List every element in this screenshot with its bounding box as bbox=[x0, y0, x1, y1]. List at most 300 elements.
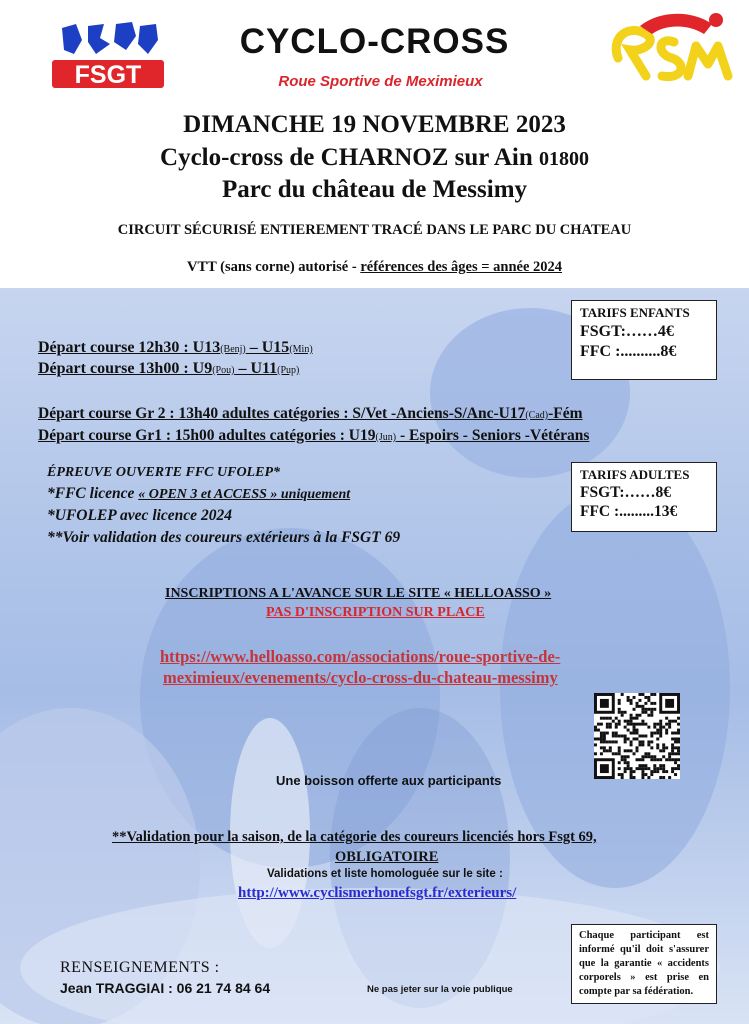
qr-module bbox=[618, 773, 621, 776]
qr-module bbox=[668, 776, 671, 779]
qr-module bbox=[627, 737, 630, 740]
event-postcode: 01800 bbox=[538, 148, 589, 170]
qr-module bbox=[659, 723, 662, 726]
tarifs-enfants-box bbox=[571, 300, 717, 380]
validation-line2: OBLIGATOIRE bbox=[335, 849, 439, 865]
qr-module bbox=[668, 720, 671, 723]
qr-module bbox=[618, 752, 621, 755]
qr-module bbox=[636, 705, 639, 708]
qr-module bbox=[653, 758, 656, 761]
qr-module bbox=[659, 729, 662, 732]
qr-module bbox=[653, 764, 656, 767]
qr-module bbox=[641, 708, 644, 711]
qr-module bbox=[612, 740, 615, 743]
depart-4 bbox=[38, 427, 589, 445]
vtt-info bbox=[0, 259, 749, 276]
qr-module bbox=[668, 723, 671, 726]
qr-module bbox=[618, 746, 621, 749]
depart-2-text2: – U11 bbox=[234, 360, 278, 377]
qr-module bbox=[609, 746, 612, 749]
depart-1-cat1: (Benj) bbox=[220, 344, 246, 355]
notice-box bbox=[571, 924, 717, 1004]
qr-module bbox=[621, 714, 624, 717]
qr-module bbox=[624, 767, 627, 770]
qr-module bbox=[665, 770, 668, 773]
qr-module bbox=[671, 737, 674, 740]
qr-module bbox=[647, 696, 650, 699]
tarifs-adultes-title: TARIFS ADULTES bbox=[580, 467, 690, 482]
qr-module bbox=[638, 693, 641, 696]
qr-module bbox=[662, 767, 665, 770]
event-place bbox=[0, 144, 749, 172]
qr-module bbox=[641, 773, 644, 776]
qr-module bbox=[624, 737, 627, 740]
qr-module bbox=[650, 746, 653, 749]
qr-module bbox=[641, 770, 644, 773]
qr-module bbox=[627, 767, 630, 770]
qr-module bbox=[677, 749, 680, 752]
fsgt-logo-text: FSGT bbox=[74, 61, 142, 89]
qr-module bbox=[600, 746, 603, 749]
depart-1 bbox=[38, 339, 313, 357]
qr-module bbox=[609, 726, 612, 729]
qr-module bbox=[647, 699, 650, 702]
qr-module bbox=[674, 758, 677, 761]
qr-module bbox=[636, 714, 639, 717]
qr-module bbox=[641, 720, 644, 723]
boisson-info: Une boisson offerte aux participants bbox=[276, 773, 502, 788]
qr-module bbox=[594, 729, 597, 732]
qr-module bbox=[606, 732, 609, 735]
depart-4-cat: (Jun) bbox=[375, 432, 397, 443]
qr-module bbox=[656, 770, 659, 773]
qr-module bbox=[612, 732, 615, 735]
qr-finder bbox=[600, 699, 609, 708]
depart-2-cat2: (Pup) bbox=[277, 365, 300, 376]
qr-module bbox=[650, 735, 653, 738]
qr-module bbox=[618, 720, 621, 723]
helloasso-link-1[interactable]: https://www.helloasso.com/associations/roue-sportive-de- bbox=[160, 647, 561, 666]
qr-module bbox=[671, 732, 674, 735]
qr-module bbox=[618, 708, 621, 711]
epreuve-line1: ÉPREUVE OUVERTE FFC UFOLEP* bbox=[47, 465, 280, 480]
qr-module bbox=[641, 693, 644, 696]
qr-module bbox=[624, 770, 627, 773]
qr-module bbox=[618, 702, 621, 705]
qr-module bbox=[636, 732, 639, 735]
qr-module bbox=[641, 705, 644, 708]
qr-module bbox=[603, 746, 606, 749]
qr-module bbox=[674, 720, 677, 723]
depart-1-text2: – U15 bbox=[245, 339, 290, 356]
qr-module bbox=[644, 752, 647, 755]
tarifs-adultes-fsgt: FSGT:……8€ bbox=[580, 484, 671, 501]
qr-module bbox=[647, 714, 650, 717]
qr-module bbox=[600, 737, 603, 740]
inscriptions-line1: INSCRIPTIONS A L'AVANCE SUR LE SITE « HELLOASSO » bbox=[165, 586, 552, 601]
depart-3-text: Départ course Gr 2 : 13h40 adultes catégories : S/Vet -Anciens-S/Anc-U17 bbox=[38, 405, 526, 422]
qr-module bbox=[630, 749, 633, 752]
qr-module bbox=[677, 758, 680, 761]
qr-module bbox=[644, 735, 647, 738]
qr-module bbox=[662, 726, 665, 729]
qr-module bbox=[656, 746, 659, 749]
qr-module bbox=[600, 735, 603, 738]
qr-module bbox=[600, 752, 603, 755]
qr-module bbox=[638, 699, 641, 702]
depart-1-text: Départ course 12h30 : U13 bbox=[38, 339, 221, 356]
qr-module bbox=[633, 752, 636, 755]
notice-text: Chaque participant est informé qu'il doit s'assurer que la garantie « accidents corporels » est prise en compte par sa fédération. bbox=[579, 930, 709, 997]
qr-module bbox=[630, 720, 633, 723]
qr-module bbox=[624, 758, 627, 761]
depart-1-cat2: (Min) bbox=[289, 344, 313, 355]
qr-module bbox=[644, 755, 647, 758]
qr-module bbox=[624, 749, 627, 752]
qr-module bbox=[606, 723, 609, 726]
qr-module bbox=[662, 770, 665, 773]
event-park: Parc du château de Messimy bbox=[221, 176, 528, 203]
qr-module bbox=[668, 755, 671, 758]
qr-module bbox=[650, 711, 653, 714]
qr-module bbox=[630, 717, 633, 720]
qr-module bbox=[621, 735, 624, 738]
qr-module bbox=[594, 743, 597, 746]
event-place-main: Cyclo-cross de CHARNOZ sur Ain bbox=[160, 144, 533, 171]
qr-module bbox=[641, 740, 644, 743]
qr-module bbox=[612, 735, 615, 738]
qr-module bbox=[618, 735, 621, 738]
qr-module bbox=[656, 732, 659, 735]
qr-module bbox=[665, 717, 668, 720]
qr-module bbox=[662, 743, 665, 746]
qr-module bbox=[641, 743, 644, 746]
qr-module bbox=[641, 776, 644, 779]
qr-module bbox=[677, 717, 680, 720]
qr-module bbox=[665, 729, 668, 732]
qr-module bbox=[621, 758, 624, 761]
qr-module bbox=[624, 740, 627, 743]
qr-module bbox=[633, 732, 636, 735]
qr-module bbox=[633, 708, 636, 711]
qr-module bbox=[636, 717, 639, 720]
qr-module bbox=[647, 755, 650, 758]
qr-module bbox=[624, 711, 627, 714]
qr-module bbox=[638, 743, 641, 746]
qr-module bbox=[597, 729, 600, 732]
qr-module bbox=[653, 767, 656, 770]
qr-module bbox=[615, 732, 618, 735]
qr-module bbox=[674, 737, 677, 740]
epreuve-line3: *UFOLEP avec licence 2024 bbox=[47, 507, 232, 524]
qr-module bbox=[677, 740, 680, 743]
qr-module bbox=[668, 752, 671, 755]
qr-module bbox=[627, 749, 630, 752]
qr-module bbox=[630, 732, 633, 735]
qr-module bbox=[647, 776, 650, 779]
qr-module bbox=[630, 699, 633, 702]
tarifs-adultes-box bbox=[571, 462, 717, 532]
qr-module bbox=[627, 764, 630, 767]
club-subtitle: Roue Sportive de Meximieux bbox=[278, 73, 483, 90]
qr-module bbox=[650, 702, 653, 705]
qr-module bbox=[615, 752, 618, 755]
qr-module bbox=[636, 758, 639, 761]
qr-module bbox=[659, 758, 662, 761]
qr-module bbox=[653, 755, 656, 758]
qr-module bbox=[668, 726, 671, 729]
qr-module bbox=[662, 746, 665, 749]
qr-module bbox=[609, 717, 612, 720]
helloasso-link-2[interactable]: meximieux/evenements/cyclo-cross-du-chateau-messimy bbox=[163, 668, 558, 687]
depart-3-cat: (Cad) bbox=[525, 410, 549, 421]
qr-module bbox=[603, 732, 606, 735]
qr-module bbox=[630, 740, 633, 743]
qr-module bbox=[621, 711, 624, 714]
qr-module bbox=[641, 767, 644, 770]
qr-module bbox=[674, 761, 677, 764]
qr-module bbox=[647, 767, 650, 770]
contact-person: Jean TRAGGIAI : 06 21 74 84 64 bbox=[60, 980, 271, 996]
qr-module bbox=[644, 708, 647, 711]
qr-module bbox=[647, 726, 650, 729]
qr-module bbox=[674, 773, 677, 776]
qr-module bbox=[630, 743, 633, 746]
epreuve-line2-b: « OPEN 3 et ACCESS » uniquement bbox=[138, 487, 351, 502]
qr-module bbox=[677, 737, 680, 740]
qr-module bbox=[624, 726, 627, 729]
ages-ref: références des âges = année 2024 bbox=[360, 259, 563, 275]
qr-module bbox=[662, 755, 665, 758]
depart-3-text2: -Fém bbox=[548, 405, 583, 422]
qr-module bbox=[630, 702, 633, 705]
qr-module bbox=[671, 743, 674, 746]
epreuve-line4: **Voir validation des coureurs extérieurs à la FSGT 69 bbox=[47, 529, 401, 546]
qr-module bbox=[650, 758, 653, 761]
qr-module bbox=[671, 758, 674, 761]
qr-module bbox=[641, 735, 644, 738]
qr-module bbox=[618, 711, 621, 714]
qr-module bbox=[665, 732, 668, 735]
qr-module bbox=[618, 761, 621, 764]
qr-module bbox=[633, 776, 636, 779]
qr-module bbox=[636, 723, 639, 726]
tarifs-enfants-ffc: FFC :..........8€ bbox=[580, 343, 677, 360]
qr-module bbox=[627, 699, 630, 702]
validation-line1: **Validation pour la saison, de la catégorie des coureurs licenciés hors Fsgt 69, bbox=[112, 829, 597, 845]
qr-module bbox=[615, 735, 618, 738]
qr-module bbox=[627, 723, 630, 726]
qr-module bbox=[638, 740, 641, 743]
qr-module bbox=[606, 717, 609, 720]
qr-module bbox=[630, 773, 633, 776]
qr-module bbox=[609, 740, 612, 743]
qr-module bbox=[627, 720, 630, 723]
qr-finder bbox=[600, 764, 609, 773]
qr-module bbox=[638, 735, 641, 738]
qr-module bbox=[650, 770, 653, 773]
qr-module bbox=[633, 696, 636, 699]
qr-module bbox=[621, 776, 624, 779]
qr-module bbox=[644, 764, 647, 767]
qr-module bbox=[624, 761, 627, 764]
qr-module bbox=[641, 723, 644, 726]
qr-module bbox=[653, 732, 656, 735]
qr-code bbox=[594, 693, 680, 779]
qr-module bbox=[594, 752, 597, 755]
qr-module bbox=[677, 764, 680, 767]
qr-module bbox=[647, 708, 650, 711]
qr-module bbox=[650, 740, 653, 743]
qr-module bbox=[674, 767, 677, 770]
qr-module bbox=[630, 714, 633, 717]
qr-module bbox=[603, 740, 606, 743]
qr-module bbox=[618, 749, 621, 752]
qr-module bbox=[594, 737, 597, 740]
qr-module bbox=[644, 773, 647, 776]
qr-module bbox=[650, 732, 653, 735]
qr-module bbox=[606, 740, 609, 743]
qr-module bbox=[630, 723, 633, 726]
qr-module bbox=[600, 740, 603, 743]
qr-module bbox=[644, 723, 647, 726]
qr-module bbox=[644, 696, 647, 699]
qr-module bbox=[627, 696, 630, 699]
qr-module bbox=[638, 714, 641, 717]
qr-module bbox=[636, 729, 639, 732]
qr-module bbox=[600, 717, 603, 720]
qr-module bbox=[621, 773, 624, 776]
voie-publique-note: Ne pas jeter sur la voie publique bbox=[367, 984, 513, 995]
qr-module bbox=[630, 776, 633, 779]
qr-module bbox=[671, 770, 674, 773]
qr-module bbox=[603, 749, 606, 752]
qr-module bbox=[650, 708, 653, 711]
qr-module bbox=[638, 758, 641, 761]
qr-module bbox=[641, 755, 644, 758]
qr-module bbox=[609, 749, 612, 752]
event-date: DIMANCHE 19 NOVEMBRE 2023 bbox=[183, 111, 566, 138]
qr-module bbox=[594, 726, 597, 729]
qr-finder bbox=[665, 699, 674, 708]
qr-module bbox=[659, 720, 662, 723]
qr-module bbox=[677, 723, 680, 726]
qr-module bbox=[627, 729, 630, 732]
qr-module bbox=[659, 749, 662, 752]
qr-module bbox=[662, 764, 665, 767]
qr-module bbox=[633, 729, 636, 732]
qr-module bbox=[630, 770, 633, 773]
qr-module bbox=[644, 702, 647, 705]
qr-module bbox=[659, 726, 662, 729]
qr-module bbox=[671, 767, 674, 770]
qr-module bbox=[597, 737, 600, 740]
qr-module bbox=[653, 708, 656, 711]
qr-module bbox=[653, 726, 656, 729]
qr-module bbox=[653, 693, 656, 696]
epreuve-line2 bbox=[47, 485, 350, 503]
qr-module bbox=[603, 737, 606, 740]
qr-module bbox=[674, 732, 677, 735]
qr-module bbox=[677, 746, 680, 749]
qr-module bbox=[671, 720, 674, 723]
qr-module bbox=[659, 776, 662, 779]
depart-3 bbox=[38, 405, 583, 423]
qr-module bbox=[677, 732, 680, 735]
depart-2-cat1: (Pou) bbox=[212, 365, 235, 376]
qr-module bbox=[606, 726, 609, 729]
qr-module bbox=[638, 767, 641, 770]
qr-module bbox=[621, 755, 624, 758]
qr-module bbox=[644, 711, 647, 714]
qr-module bbox=[615, 717, 618, 720]
qr-module bbox=[641, 758, 644, 761]
qr-module bbox=[665, 746, 668, 749]
qr-module bbox=[633, 737, 636, 740]
qr-module bbox=[656, 767, 659, 770]
qr-module bbox=[615, 723, 618, 726]
qr-module bbox=[653, 702, 656, 705]
depart-4-text2: - Espoirs - Seniors -Vétérans bbox=[396, 427, 590, 444]
qr-module bbox=[612, 720, 615, 723]
qr-module bbox=[644, 767, 647, 770]
qr-module bbox=[618, 723, 621, 726]
circuit-info: CIRCUIT SÉCURISÉ ENTIEREMENT TRACÉ DANS LE PARC DU CHATEAU bbox=[117, 222, 632, 238]
qr-module bbox=[659, 735, 662, 738]
qr-module bbox=[665, 723, 668, 726]
depart-2 bbox=[38, 360, 299, 378]
inscriptions-line2: PAS D'INSCRIPTION SUR PLACE bbox=[266, 605, 485, 620]
qr-module bbox=[659, 732, 662, 735]
qr-module bbox=[650, 693, 653, 696]
qr-module bbox=[674, 752, 677, 755]
tarifs-adultes-ffc: FFC :.........13€ bbox=[580, 503, 678, 520]
qr-module bbox=[656, 729, 659, 732]
qr-module bbox=[630, 767, 633, 770]
qr-module bbox=[615, 740, 618, 743]
qr-module bbox=[597, 723, 600, 726]
qr-module bbox=[636, 746, 639, 749]
qr-module bbox=[638, 723, 641, 726]
qr-module bbox=[653, 770, 656, 773]
tarifs-enfants-title: TARIFS ENFANTS bbox=[580, 305, 690, 320]
qr-module bbox=[647, 752, 650, 755]
qr-module bbox=[647, 740, 650, 743]
qr-module bbox=[633, 770, 636, 773]
qr-module bbox=[641, 764, 644, 767]
qr-module bbox=[668, 758, 671, 761]
tarifs-enfants-fsgt: FSGT:……4€ bbox=[580, 323, 674, 340]
qr-module bbox=[624, 735, 627, 738]
validation-line3: Validations et liste homologuée sur le site : bbox=[267, 868, 503, 880]
qr-module bbox=[674, 740, 677, 743]
depart-4-text: Départ course Gr1 : 15h00 adultes catégories : U19 bbox=[38, 427, 376, 444]
qr-module bbox=[671, 746, 674, 749]
qr-module bbox=[618, 699, 621, 702]
qr-module bbox=[624, 720, 627, 723]
qr-module bbox=[612, 752, 615, 755]
page-title: CYCLO-CROSS bbox=[239, 22, 510, 61]
qr-module bbox=[633, 717, 636, 720]
qr-module bbox=[600, 732, 603, 735]
validation-link[interactable]: http://www.cyclismerhonefsgt.fr/exterieurs/ bbox=[238, 885, 517, 901]
vtt-sep: - bbox=[348, 259, 361, 275]
qr-module bbox=[659, 767, 662, 770]
qr-module bbox=[633, 726, 636, 729]
qr-module bbox=[600, 723, 603, 726]
qr-module bbox=[618, 767, 621, 770]
qr-module bbox=[636, 749, 639, 752]
